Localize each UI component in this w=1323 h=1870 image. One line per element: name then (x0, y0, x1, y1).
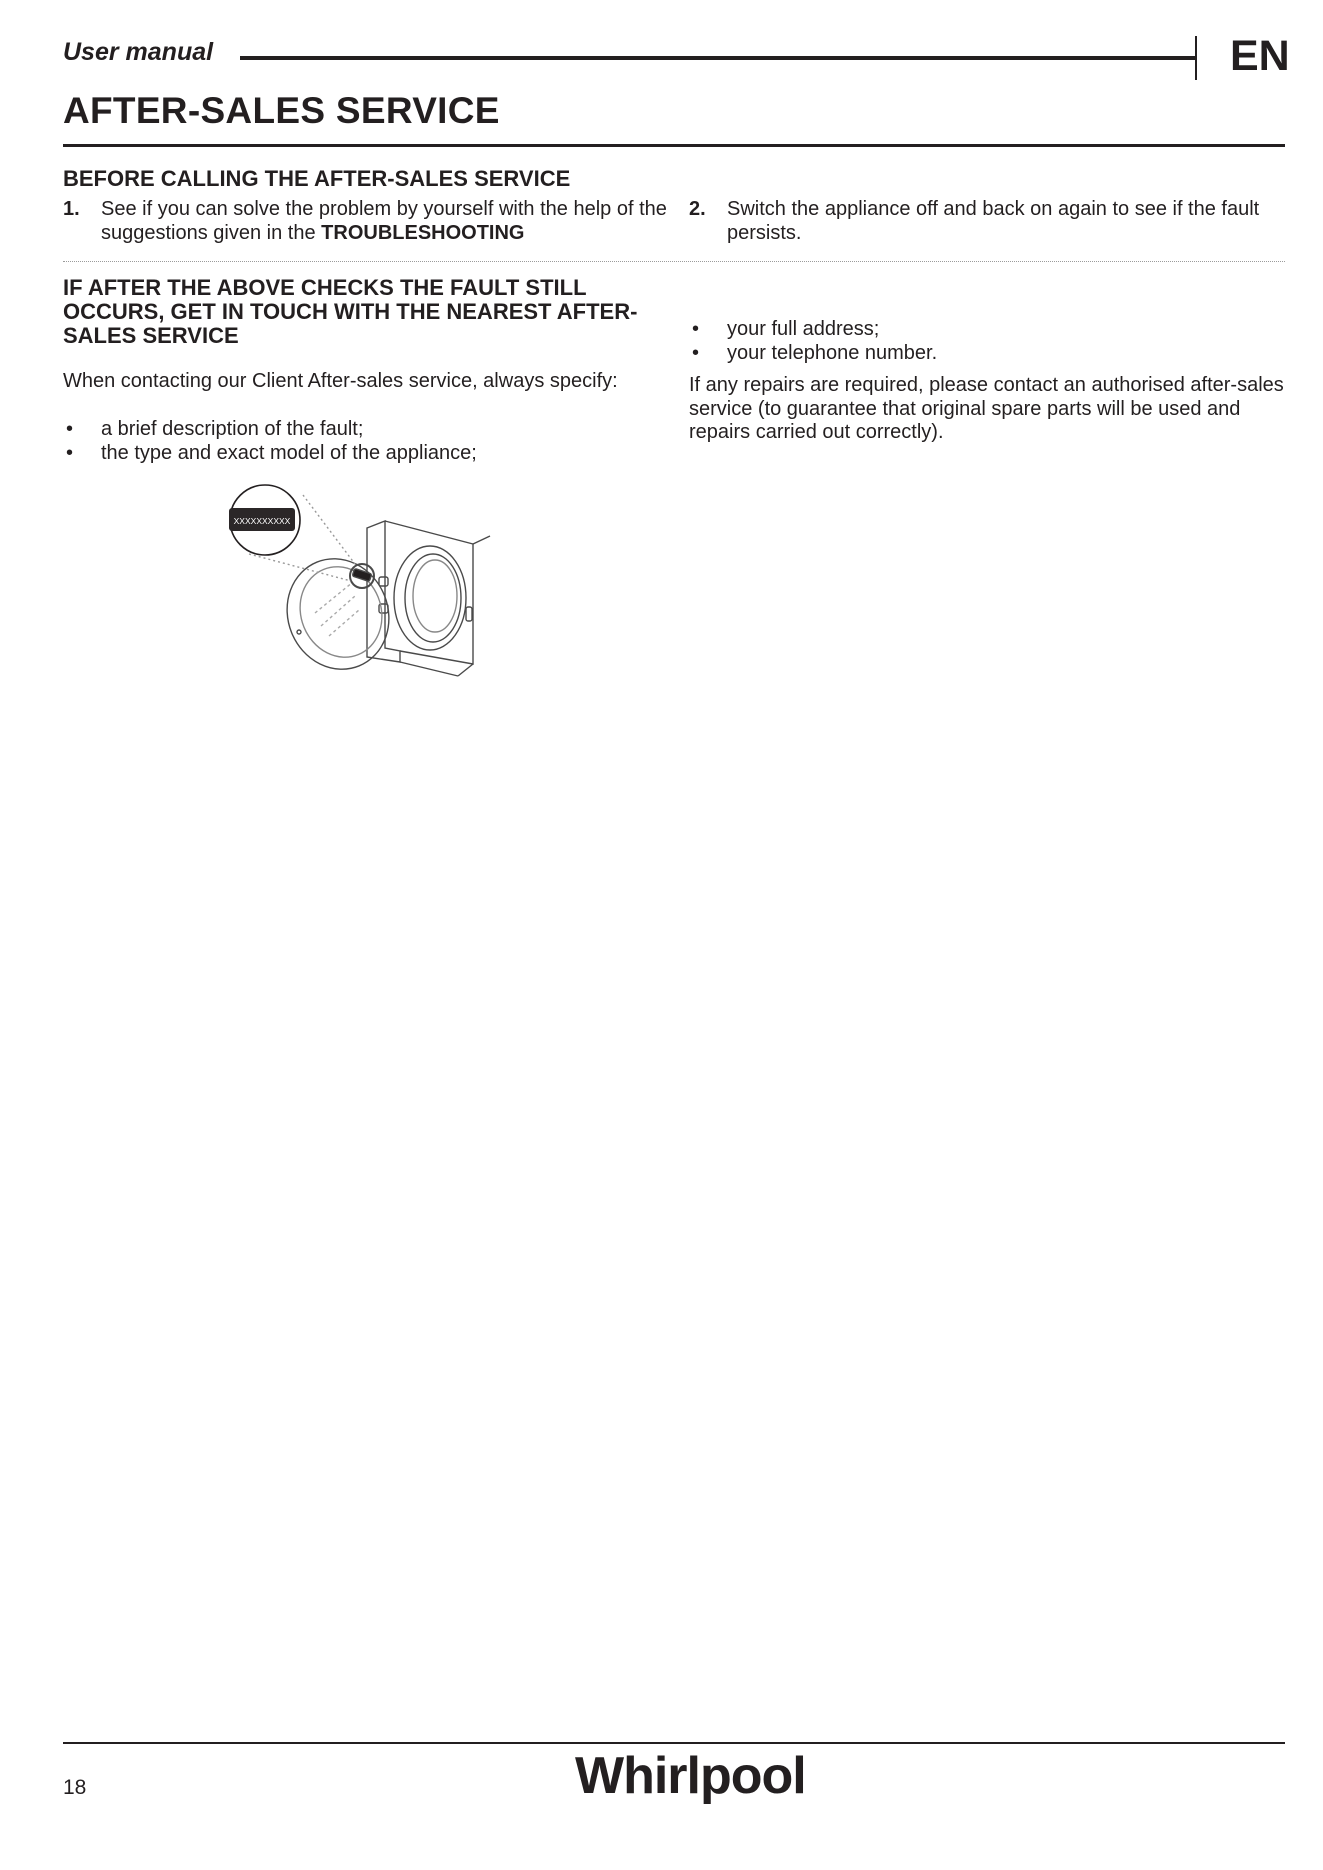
step-2-text: Switch the appliance off and back on again to see if the fault persists. (727, 198, 1260, 244)
model-label-code: XXXXXXXXXX (233, 516, 291, 526)
list-item: • a brief description of the fault; (66, 418, 364, 440)
page-title: AFTER-SALES SERVICE (63, 90, 500, 131)
step-1-text: See if you can solve the problem by yourself with the help of the suggestions given in the (101, 198, 667, 244)
contact-intro: When contacting our Client After-sales service, always specify: (63, 370, 618, 392)
list-item: • the type and exact model of the appliance; (66, 441, 477, 464)
bullet-icon: • (66, 441, 74, 464)
washing-machine-door-label-icon (225, 478, 505, 698)
step-2 (689, 198, 1289, 245)
language-code: EN (1230, 32, 1290, 80)
list-item: • your telephone number. (692, 341, 938, 364)
before-calling-heading: BEFORE CALLING THE AFTER-SALES SERVICE (63, 166, 571, 191)
step-2-number: 2. (689, 198, 706, 220)
bullet-icon: • (66, 418, 74, 440)
title-rule (63, 144, 1285, 147)
step-1 (63, 198, 683, 245)
step-1-number: 1. (63, 198, 80, 220)
contact-list-right (689, 318, 1289, 365)
bullet-icon: • (692, 341, 700, 364)
troubleshooting-reference: TROUBLESHOOTING (321, 221, 525, 244)
section-divider (63, 261, 1285, 262)
contact-heading: IF AFTER THE ABOVE CHECKS THE FAULT STILL OCCURS, GET IN TOUCH WITH THE NEAREST AFTER-SALES SERVICE (63, 275, 638, 348)
footer-rule (63, 1742, 1285, 1744)
list-item: • your full address; (692, 318, 880, 340)
header-divider (1195, 36, 1197, 80)
repairs-note: If any repairs are required, please contact an authorised after-sales service (to guarantee that original spare parts will be used and repairs carried out correctly). (689, 374, 1284, 443)
page-number: 18 (63, 1776, 87, 1799)
header-label: User manual (63, 38, 214, 66)
header-rule (240, 56, 1196, 60)
brand-logo: Whirlpool (575, 1747, 806, 1805)
contact-list-left (63, 418, 663, 465)
bullet-icon: • (692, 318, 700, 340)
